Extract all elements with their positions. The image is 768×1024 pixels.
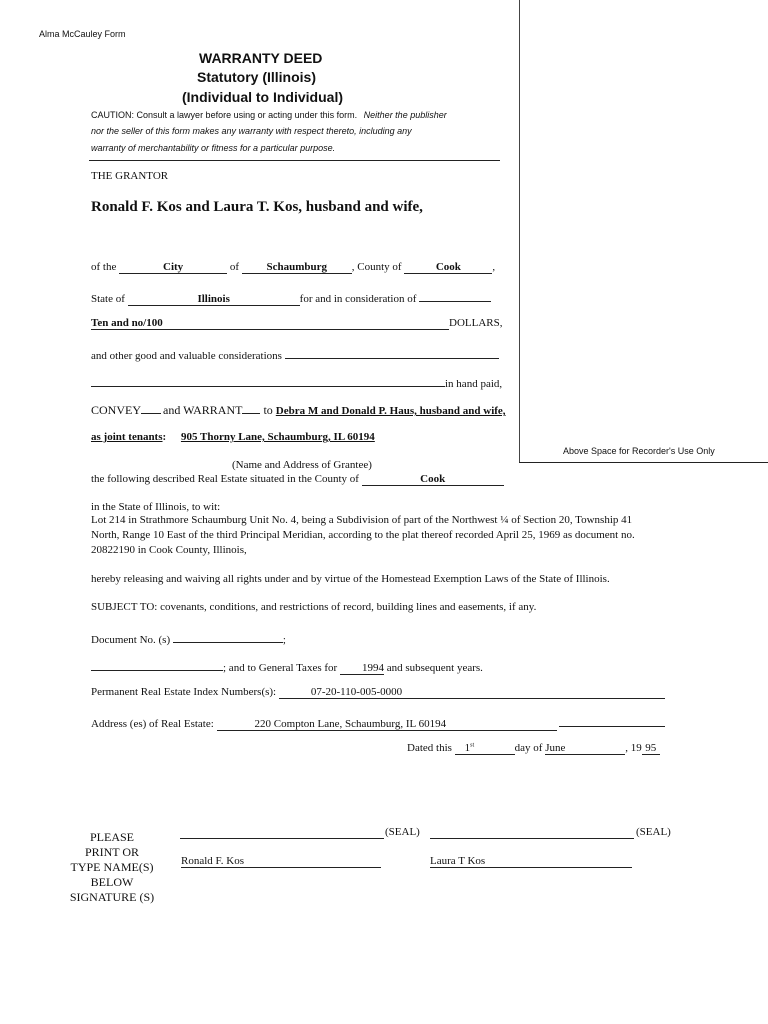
- caution-line-1: [91, 110, 447, 120]
- homestead-waiver: hereby releasing and waiving all rights under and by virtue of the Homestead Exemption Laws of the State of Illinois.: [91, 573, 610, 585]
- grantor-label: THE GRANTOR: [91, 170, 169, 182]
- header-divider: [89, 160, 500, 161]
- warrant-field: [242, 401, 260, 414]
- tax-year-field: 1994: [340, 662, 384, 675]
- grantor-names: Ronald F. Kos and Laura T. Kos, husband and wife,: [91, 199, 423, 215]
- recorder-box-label: Above Space for Recorder's Use Only: [563, 446, 715, 456]
- caution-text: Consult a lawyer before using or acting under this form.: [136, 110, 358, 120]
- convey-field: [141, 401, 161, 414]
- state-line: State of Illinois for and in consideration of: [91, 289, 491, 306]
- address-line: Address (es) of Real Estate: 220 Compton Lane, Schaumburg, IL 60194: [91, 714, 665, 731]
- location-line: of the City of Schaumburg , County of Cook ,: [91, 261, 496, 273]
- document-title: WARRANTY DEED: [199, 50, 323, 66]
- property-county-field: Cook: [362, 473, 504, 486]
- city-type-field: City: [119, 261, 227, 274]
- grantee-caption: (Name and Address of Grantee): [232, 459, 372, 471]
- legal-description-3: 20822190 in Cook County, Illinois,: [91, 544, 247, 556]
- state-field: Illinois: [128, 293, 300, 306]
- dated-line: Dated this 1st day of June , 19 95: [407, 742, 660, 755]
- legal-description-1: Lot 214 in Strathmore Schaumburg Unit No. 4, being a Subdivision of part of the Northwest ¼ of Section 20, Township 41: [91, 514, 633, 526]
- document-subtitle-individual: (Individual to Individual): [182, 89, 343, 105]
- state-to-wit: in the State of Illinois, to wit:: [91, 501, 221, 513]
- document-subtitle-statutory: Statutory (Illinois): [197, 69, 316, 85]
- seal-1: (SEAL): [385, 826, 420, 838]
- form-name: Alma McCauley Form: [39, 29, 126, 39]
- signature-line-1[interactable]: [180, 838, 384, 839]
- legal-description-2: North, Range 10 East of the third Principal Meridian, according to the plat thereof recorded April 25, 1969 as document no.: [91, 529, 635, 541]
- joint-tenants-line: as joint tenants: 905 Thorny Lane, Schaumburg, IL 60194: [91, 431, 375, 443]
- hand-paid-field: [91, 374, 445, 387]
- caution-italic-1: Neither the publisher: [363, 110, 447, 120]
- day-field: 1st: [455, 742, 515, 755]
- printed-name-2-field: Laura T Kos: [430, 855, 632, 868]
- other-consideration-field: [285, 346, 499, 359]
- county-of-property-line: the following described Real Estate situated in the County of Cook: [91, 473, 504, 486]
- caution-line-3: warranty of merchantability or fitness for a particular purpose.: [91, 143, 336, 153]
- subject-to: SUBJECT TO: covenants, conditions, and restrictions of record, building lines and easements, if any.: [91, 601, 537, 613]
- caution-line-2: nor the seller of this form makes any warranty with respect thereto, including any: [91, 126, 412, 136]
- county-field: Cook: [404, 261, 492, 274]
- document-number-field: [173, 630, 283, 643]
- taxes-prefix-field: [91, 658, 223, 671]
- other-consideration-line: and other good and valuable considerations: [91, 346, 499, 362]
- pin-field: 07-20-110-005-0000: [279, 686, 665, 699]
- printed-name-1: [181, 855, 381, 868]
- amount-line: Ten and no/100 DOLLARS,: [91, 317, 503, 329]
- printed-name-2: [430, 855, 632, 868]
- printed-name-1-field: Ronald F. Kos: [181, 855, 381, 868]
- city-field: Schaumburg: [242, 261, 352, 274]
- general-taxes-line: ; and to General Taxes for 1994 and subsequent years.: [91, 658, 483, 675]
- address-field-2: [559, 714, 665, 727]
- hand-paid-line: in hand paid,: [91, 374, 502, 390]
- amount-field: Ten and no/100: [91, 317, 449, 330]
- caution-label: CAUTION:: [91, 110, 135, 120]
- month-field: June: [545, 742, 625, 755]
- seal-2: (SEAL): [636, 826, 671, 838]
- convey-line: CONVEY and WARRANT to Debra M and Donald P. Haus, husband and wife,: [91, 403, 506, 417]
- print-note: PLEASE PRINT OR TYPE NAME(S) BELOW SIGNATURE (S): [69, 830, 155, 904]
- recorder-box-border: [519, 0, 520, 462]
- year-field: 95: [642, 742, 660, 755]
- recorder-box-bottom: [519, 462, 768, 463]
- address-field: 220 Compton Lane, Schaumburg, IL 60194: [217, 718, 557, 731]
- grantee-names: Debra M and Donald P. Haus, husband and wife,: [275, 405, 506, 417]
- document-number-line: Document No. (s) ;: [91, 630, 286, 646]
- grantee-address: 905 Thorny Lane, Schaumburg, IL 60194: [180, 431, 375, 443]
- signature-line-2[interactable]: [430, 838, 634, 839]
- consideration-field: [419, 289, 491, 302]
- pin-line: Permanent Real Estate Index Numbers(s): 07-20-110-005-0000: [91, 686, 665, 699]
